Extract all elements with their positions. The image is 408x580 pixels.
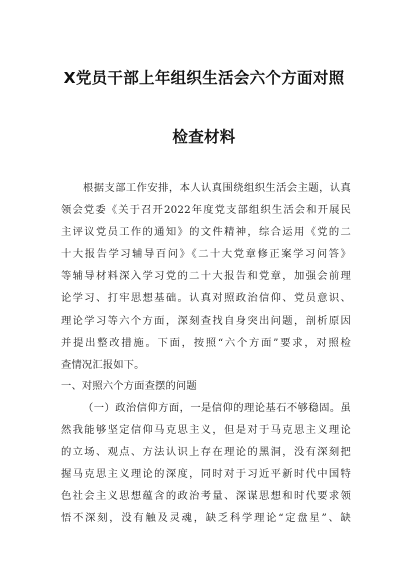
paragraph-line: （一）政治信仰方面，一是信仰的理论基石不够稳固。虽 xyxy=(83,402,351,414)
paragraph-line: 悟不深刻，没有触及灵魂，缺乏科学理论“定盘星”、缺 xyxy=(61,512,351,525)
document-title-line-2: 检查材料 xyxy=(172,128,236,146)
intro-line: 并提出整改措施。下面，按照“六个方面”要求，对照检 xyxy=(61,336,351,349)
paragraph-line: 色社会主义思想蕴含的政治考量、深谋思想和时代要求领 xyxy=(61,490,351,503)
intro-line: 主评议党员工作的通知》的文件精神，综合运用《党的二 xyxy=(61,226,351,239)
section-heading: 一、对照六个方面查摆的问题 xyxy=(61,380,197,392)
section-paragraph xyxy=(61,397,351,530)
intro-line: 十大报告学习辅导百问》《二十大党章修正案学习问答》 xyxy=(61,248,351,261)
intro-line: 根据支部工作安排，本人认真围绕组织生活会主题，认真 xyxy=(83,182,351,194)
intro-paragraph xyxy=(61,177,351,376)
document-title-line-1: X党员干部上年组织生活会六个方面对照 xyxy=(63,69,345,87)
paragraph-line: 然我能够坚定信仰马克思主义，但是对于马克思主义理论 xyxy=(61,424,351,437)
intro-line: 论学习、打牢思想基础。认真对照政治信仰、党员意识、 xyxy=(61,292,351,305)
intro-line: 领会党委《关于召开2022年度党支部组织生活会和开展民 xyxy=(61,204,351,217)
intro-line: 查情况汇报如下。 xyxy=(61,358,145,371)
paragraph-line: 的立场、观点、方法认识上存在理论的黑洞，没有深刻把 xyxy=(61,446,351,459)
intro-line: 等辅导材料深入学习党的二十大报告和党章，加强会前理 xyxy=(61,270,351,283)
paragraph-line: 握马克思主义理论的深度，同时对于习近平新时代中国特 xyxy=(61,468,351,481)
intro-line: 理论学习等六个方面，深刻查找自身突出问题，剖析原因 xyxy=(61,314,351,327)
